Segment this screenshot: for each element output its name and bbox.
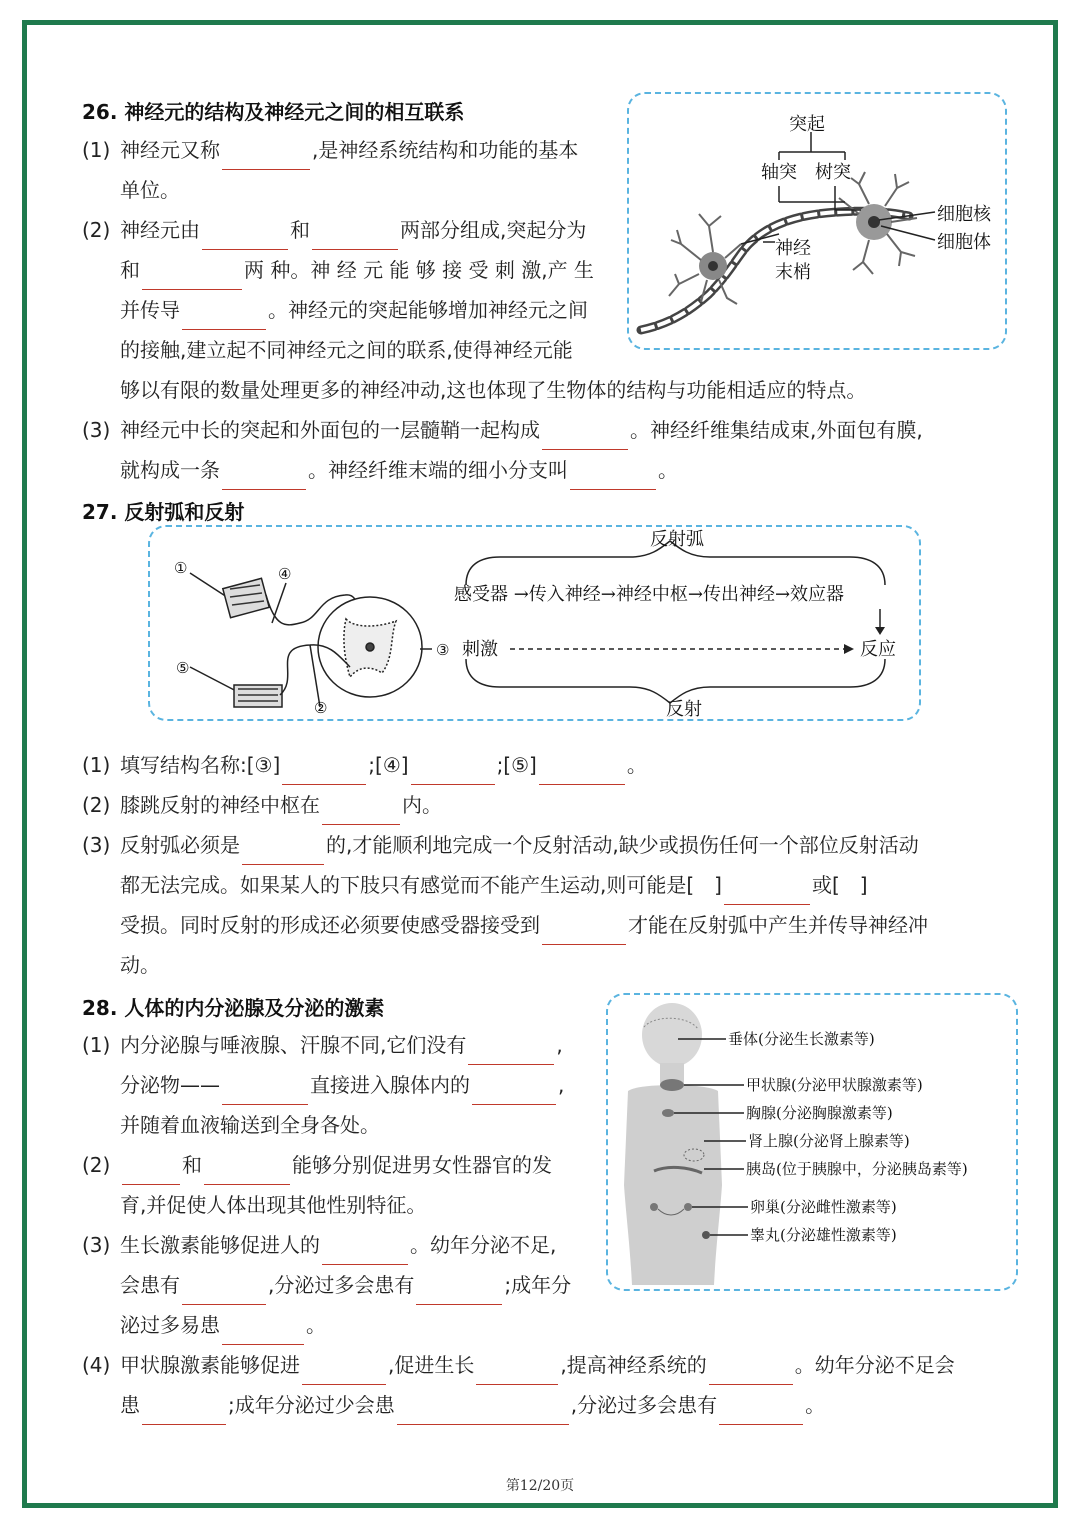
text: 两部分组成,突起分为 [400, 218, 587, 242]
text: 或[ ] [811, 873, 868, 897]
text: 患 [120, 1393, 140, 1417]
text: 和 [120, 258, 140, 282]
text: 才能在反射弧中产生并传导神经冲 [628, 913, 928, 937]
answer-blank[interactable] [539, 758, 625, 785]
q27-3-line1 [120, 825, 919, 865]
label-zhoutu: 轴突 [761, 162, 797, 183]
arc-bottom-brace [466, 659, 885, 703]
q26-3-line2 [120, 450, 678, 490]
label-stimulus: 刺激 [462, 639, 498, 660]
label-chuiti: 垂体(分泌生长激素等) [728, 1030, 875, 1048]
cell-body [839, 172, 917, 274]
text: 内分泌腺与唾液腺、汗腺不同,它们没有 [120, 1033, 467, 1057]
text: 。 [658, 458, 678, 482]
label-n1: ① [174, 559, 188, 577]
label-xibaoti: 细胞体 [937, 232, 991, 253]
answer-blank[interactable] [142, 263, 242, 290]
q26-3-line1 [120, 410, 923, 450]
text: 和 [290, 218, 310, 242]
answer-blank[interactable] [542, 918, 626, 945]
answer-blank[interactable] [122, 1158, 180, 1185]
q26-1-line1 [120, 130, 578, 170]
answer-blank[interactable] [322, 1238, 408, 1265]
text: , [558, 1073, 565, 1097]
reflex-anatomy [190, 573, 432, 707]
answer-blank[interactable] [472, 1078, 556, 1105]
label-luanchao: 卵巢(分泌雌性激素等) [750, 1198, 897, 1216]
answer-blank[interactable] [182, 1278, 266, 1305]
label-n4: ④ [278, 565, 292, 583]
answer-blank[interactable] [719, 1398, 803, 1425]
answer-blank[interactable] [142, 1398, 226, 1425]
text: 反射弧必须是 [120, 833, 240, 857]
text: 。神经元的突起能够增加神经元之间 [268, 298, 588, 322]
answer-blank[interactable] [222, 143, 310, 170]
text: ,提高神经系统的 [560, 1353, 707, 1377]
answer-blank[interactable] [222, 1078, 308, 1105]
label-tuqi: 突起 [789, 114, 825, 135]
text: 。 [805, 1393, 826, 1417]
q28-4-line2 [120, 1385, 825, 1425]
label-gaowan: 睾丸(分泌雄性激素等) [750, 1226, 897, 1244]
q26-2-line2 [120, 250, 594, 290]
q28-4-line1 [120, 1345, 955, 1385]
q26-2-number: (2) [82, 218, 111, 242]
q26-2-line1 [120, 210, 586, 250]
answer-blank[interactable] [282, 758, 366, 785]
q28-3-line3 [120, 1305, 326, 1345]
q27-3-line3 [120, 905, 928, 945]
page-number: 第12/20页 [505, 1478, 575, 1494]
text: 受损。同时反射的形成还必须要使感受器接受到 [120, 913, 540, 937]
answer-blank[interactable] [204, 1158, 290, 1185]
text: 两 种。神 经 元 能 够 接 受 刺 激,产 生 [244, 258, 594, 282]
text: 。 [306, 1313, 326, 1337]
section-28-title: 28. 人体的内分泌腺及分泌的激素 [82, 996, 385, 1020]
answer-blank[interactable] [222, 1318, 304, 1345]
text: 直接进入腺体内的 [310, 1073, 470, 1097]
answer-blank[interactable] [468, 1038, 554, 1065]
label-shutu: 树突 [815, 162, 851, 183]
q26-2-line4: 的接触,建立起不同神经元之间的联系,使得神经元能 [120, 338, 573, 362]
text: 。 [626, 753, 647, 777]
q28-3-number: (3) [82, 1233, 111, 1257]
answer-blank[interactable] [322, 798, 400, 825]
q28-2-number: (2) [82, 1153, 111, 1177]
section-27-title: 27. 反射弧和反射 [82, 500, 245, 524]
text: 膝跳反射的神经中枢在 [120, 793, 320, 817]
label-n5: ⑤ [176, 659, 190, 677]
answer-blank[interactable] [724, 878, 810, 905]
label-n2: ② [314, 699, 328, 717]
text: , [556, 1033, 563, 1057]
text: ;成年分泌过少会患 [228, 1393, 395, 1417]
text: 神经元由 [120, 218, 200, 242]
neuron-diagram-box [627, 92, 1007, 350]
endocrine-diagram-box [606, 993, 1018, 1291]
text: 都无法完成。如果某人的下肢只有感觉而不能产生运动,则可能是[ ] [120, 873, 722, 897]
answer-blank[interactable] [222, 463, 306, 490]
q28-3-line1 [120, 1225, 556, 1265]
text: ;成年分 [504, 1273, 572, 1297]
answer-blank[interactable] [416, 1278, 502, 1305]
text: 的,才能顺利地完成一个反射活动,缺少或损伤任何一个部位反射活动 [326, 833, 919, 857]
text: 内。 [402, 793, 442, 817]
answer-blank[interactable] [182, 303, 266, 330]
text: 。幼年分泌不足会 [794, 1353, 955, 1377]
text: 神经元中长的突起和外面包的一层髓鞘一起构成 [120, 418, 540, 442]
q27-2-number: (2) [82, 793, 111, 817]
label-shenshangxian: 肾上腺(分泌肾上腺素等) [748, 1132, 910, 1150]
text: 能够分别促进男女性器官的发 [292, 1153, 552, 1177]
label-xibaohe: 细胞核 [937, 204, 991, 225]
q28-1-line3: 并随着血液输送到全身各处。 [120, 1113, 380, 1137]
text: 泌过多易患 [120, 1313, 220, 1337]
answer-blank[interactable] [312, 223, 398, 250]
text: 并传导 [120, 298, 180, 322]
q26-3-number: (3) [82, 418, 111, 442]
dashed-arrow-head [844, 644, 854, 654]
answer-blank[interactable] [397, 1398, 569, 1425]
text: ,分泌过多会患有 [268, 1273, 415, 1297]
endocrine-diagram [608, 995, 1016, 1289]
label-yidao: 胰岛(位于胰腺中，分泌胰岛素等) [746, 1160, 968, 1178]
label-arc: 反射弧 [650, 529, 704, 550]
terminal-cell [669, 214, 741, 304]
text: 会患有 [120, 1273, 180, 1297]
reflex-diagram [150, 527, 919, 719]
text: ;[⑤] [496, 753, 537, 777]
label-response: 反应 [860, 639, 896, 660]
label-mo2: 末梢 [775, 262, 811, 283]
q28-1-line1 [120, 1025, 563, 1065]
text: 神经元又称 [120, 138, 220, 162]
text: 。神经纤维末端的细小分支叫 [308, 458, 568, 482]
text: 甲状腺激素能够促进 [120, 1353, 300, 1377]
answer-blank[interactable] [542, 423, 628, 450]
text: 。幼年分泌不足, [410, 1233, 557, 1257]
q28-3-line2 [120, 1265, 571, 1305]
q28-1-number: (1) [82, 1033, 111, 1057]
q28-2-line2: 育,并促使人体出现其他性别特征。 [120, 1193, 427, 1217]
text: ,分泌过多会患有 [570, 1393, 718, 1417]
q26-2-line3 [120, 290, 588, 330]
answer-blank[interactable] [411, 758, 495, 785]
label-mo1: 神经 [775, 238, 811, 259]
text: ,促进生长 [388, 1353, 475, 1377]
text: ,是神经系统结构和功能的基本 [312, 138, 579, 162]
text: 分泌物—— [120, 1073, 220, 1097]
body-silhouette [624, 1003, 722, 1285]
q28-4-number: (4) [82, 1353, 111, 1377]
text: 。神经纤维集结成束,外面包有膜, [630, 418, 923, 442]
q27-1-line1 [120, 745, 647, 785]
answer-blank[interactable] [476, 1358, 558, 1385]
text: 生长激素能够促进人的 [120, 1233, 320, 1257]
q28-1-line2 [120, 1065, 564, 1105]
answer-blank[interactable] [202, 223, 288, 250]
reflex-diagram-box [148, 525, 921, 721]
q27-3-line2 [120, 865, 868, 905]
answer-blank[interactable] [709, 1358, 793, 1385]
label-xiongxian: 胸腺(分泌胸腺激素等) [746, 1104, 893, 1122]
q26-1-number: (1) [82, 138, 111, 162]
text: ;[④] [368, 753, 409, 777]
text: 和 [182, 1153, 202, 1177]
answer-blank[interactable] [242, 838, 324, 865]
label-n3: ③ [436, 641, 450, 659]
q28-2-line1 [120, 1145, 552, 1185]
section-26-title: 26. 神经元的结构及神经元之间的相互联系 [82, 100, 465, 124]
neuron-diagram [629, 94, 1005, 348]
label-chain: 感受器 →传入神经→神经中枢→传出神经→效应器 [454, 584, 845, 605]
q27-3-number: (3) [82, 833, 111, 857]
label-reflex: 反射 [666, 699, 702, 719]
answer-blank[interactable] [302, 1358, 386, 1385]
q26-1-line2: 单位。 [120, 178, 180, 202]
q26-2-line5: 够以有限的数量处理更多的神经冲动,这也体现了生物体的结构与功能相适应的特点。 [120, 378, 867, 402]
label-jiazhuangxian: 甲状腺(分泌甲状腺激素等) [746, 1076, 923, 1094]
q27-2-line1 [120, 785, 442, 825]
text: 填写结构名称:[③] [120, 753, 281, 777]
text: 就构成一条 [120, 458, 220, 482]
arrow-down-head [875, 627, 885, 635]
q27-3-line4: 动。 [120, 953, 160, 977]
q27-1-number: (1) [82, 753, 111, 777]
answer-blank[interactable] [570, 463, 656, 490]
